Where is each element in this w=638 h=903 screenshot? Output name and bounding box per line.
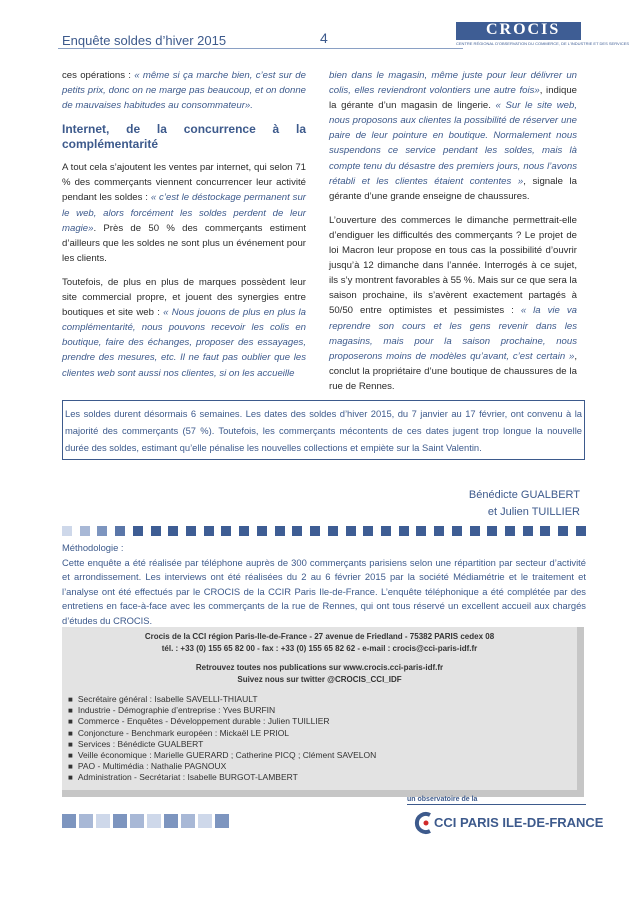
staff-item: ■ Secrétaire général : Isabelle SAVELLI-THIAULT (68, 694, 577, 705)
separator-dot (62, 526, 72, 536)
separator-dot (275, 526, 285, 536)
contact-publications: Retrouvez toutes nos publications sur www.crocis.cci-paris-idf.fr (195, 663, 444, 672)
separator-dot (346, 526, 356, 536)
footer-square (147, 814, 161, 828)
staff-item: ■ Conjoncture - Benchmark européen : Mickaël LE PRIOL (68, 728, 577, 739)
quote: « c’est le déstockage permanent sur le web, alors forcément les soldes perdent de leur magie» (62, 192, 306, 234)
left-paragraph-2 (62, 160, 306, 266)
staff-item: ■ Administration - Secrétariat : Isabelle BURGOT-LAMBERT (68, 772, 577, 783)
cci-logo-text: CCI PARIS ILE-DE-FRANCE (434, 815, 604, 830)
separator-dot (470, 526, 480, 536)
header-divider (58, 48, 463, 49)
staff-item: ■ Services : Bénédicte GUALBERT (68, 739, 577, 750)
decorative-squares (62, 814, 229, 828)
section-heading: Internet, de la concurrence à la complémentarité (62, 122, 306, 152)
separator-dot (310, 526, 320, 536)
separator-dot (487, 526, 497, 536)
separator-dot (328, 526, 338, 536)
crocis-logo-subtitle: CENTRE RÉGIONAL D'OBSERVATION DU COMMERCE, DE L'INDUSTRIE ET DES SERVICES (456, 41, 630, 46)
separator-dot (221, 526, 231, 536)
staff-item: ■ Industrie - Démographie d’entreprise : Yves BURFIN (68, 705, 577, 716)
quote: « Sur le site web, nous proposons aux clientes la possibilité de réserver une paire de leur pointure en boutique. Normalement nous suspendons ce service pendant les soldes, mais là compte tenu du désastre des premiers jours, nous l’avons rétabli et les clientes étaient contentes » (329, 100, 577, 187)
cci-logo (414, 811, 604, 837)
separator-dot (239, 526, 249, 536)
footer-square (113, 814, 127, 828)
methodology (62, 541, 586, 629)
left-paragraph-1 (62, 68, 306, 113)
text-run: L’ouverture des commerces le dimanche permettrait-elle d’endiguer les difficultés des commerçants ? Le projet de loi Macron leur propose en tous cas la possibilité d’ouvrir jusqu’à 12 dimanche dans l’année. Interrogés à ce sujet, ils s’y montrent favorables à 55 %. Mais sur ce que sera la saison prochaine, ils s’avèrent exactement partagés à 50/50 entre optimistes et pessimistes : (329, 214, 577, 317)
footer-square (79, 814, 93, 828)
separator-dot (133, 526, 143, 536)
separator-dot (186, 526, 196, 536)
separator-dot (292, 526, 302, 536)
text-run: A tout cela s’ajoutent les ventes par internet, qui selon 71 % des commerçants viennent concurrencer leur activité pendant les soldes : (62, 162, 306, 204)
separator-dot (363, 526, 373, 536)
staff-item: ■ Veille économique : Marielle GUERARD ; Catherine PICQ ; Clément SAVELON (68, 750, 577, 761)
right-column (329, 68, 577, 403)
contact-address: Crocis de la CCI région Paris-Ile-de-France - 27 avenue de Friedland - 75382 PARIS cedex 08 (144, 632, 495, 641)
footer-square (198, 814, 212, 828)
author-line-2: et Julien TUILLIER (487, 506, 580, 518)
separator-dot (558, 526, 568, 536)
crocis-logo-text: CROCIS (486, 21, 561, 38)
contact-box (62, 627, 584, 797)
methodology-title: Méthodologie : (62, 542, 124, 553)
contact-phones: tél. : +33 (0) 155 65 82 00 - fax : +33 (0) 155 65 82 62 - e-mail : crocis@cci-paris-idf.fr (161, 644, 478, 653)
staff-list (62, 694, 577, 784)
separator-dot (399, 526, 409, 536)
text-run: Toutefois, de plus en plus de marques possèdent leur site commercial propre, et jouent des synergies entre boutiques et site web : (62, 276, 306, 319)
separator-dot (151, 526, 161, 536)
staff-item: ■ PAO - Multimédia : Nathalie PAGNOUX (68, 761, 577, 772)
quote: bien dans le magasin, même juste pour leur délivrer un colis, elles reviendront volontiers une autre fois» (329, 70, 577, 97)
document-title: Enquête soldes d’hiver 2015 (62, 33, 227, 48)
author-line-1: Bénédicte GUALBERT (468, 489, 580, 501)
right-paragraph-1 (329, 68, 577, 204)
right-paragraph-2 (329, 213, 577, 394)
page-number: 4 (320, 30, 328, 46)
footer-divider (407, 804, 586, 805)
separator-dot (416, 526, 426, 536)
methodology-text: Cette enquête a été réalisée par téléphone auprès de 300 commerçants parisiens selon une répartition par secteur d’activité et arrondissement. Les interviews ont été réalisées du 2 au 6 février 2015 par la société Médiamétrie et le traitement et l’analyse ont été effectués par le CROCIS de la CCIR Paris Ile-de-France. L’enquête téléphonique a été complétée par des entretiens en face-à-face avec les commerçants de la rue de Rennes, qui ont tous réservé un excellent accueil aux chargés d’études du CROCIS. (62, 556, 586, 626)
crocis-logo (456, 21, 630, 50)
authors (469, 487, 580, 521)
quote: « Nous jouons de plus en plus la complémentarité, nous pouvons recevoir les colis en boutique, faire des échanges, proposer des essayages, prendre des mesures, etc. Il ne faut pas oublier que les clientes web sont aussi nos clientes, si on les accueille (62, 307, 306, 379)
footer-square (130, 814, 144, 828)
separator-dot (168, 526, 178, 536)
quote: « la vie va reprendre son cours et les gens revenir dans les magasins, mais pour la saison prochaine, nous proposerons moins de modèles qu’avant, c’est certain » (329, 305, 577, 362)
separator-dot (257, 526, 267, 536)
staff-item: ■ Commerce - Enquêtes - Développement durable : Julien TUILLIER (68, 716, 577, 727)
separator-dot (381, 526, 391, 536)
separator-dot (204, 526, 214, 536)
separator-dot (80, 526, 90, 536)
summary-box: Les soldes durent désormais 6 semaines. Les dates des soldes d’hiver 2015, du 7 janvier au 17 février, ont convenu à la majorité des commerçants (57 %). Toutefois, les commerçants mécontents de ces dates jugent trop longue la nouvelle durée des soldes, estimant qu’elle pénalise les nouvelles collections et empiète sur la Saint Valentin. (62, 400, 585, 460)
footer-square (164, 814, 178, 828)
footer-square (215, 814, 229, 828)
separator-dot (505, 526, 515, 536)
footer-square (181, 814, 195, 828)
text-run: . Près de 50 % des commerçants estiment d’ailleurs que les soldes ne sont plus un événement pour les clients. (62, 222, 306, 264)
contact-twitter: Suivez nous sur twitter @CROCIS_CCI_IDF (237, 675, 402, 684)
observatory-label: un observatoire de la (407, 796, 478, 803)
footer-square (62, 814, 76, 828)
separator-dot (115, 526, 125, 536)
left-column (62, 68, 306, 390)
separator-dot (452, 526, 462, 536)
separator-dot (576, 526, 586, 536)
dotted-separator (62, 526, 586, 536)
text-run: , signale la gérante d’une grande enseigne de chaussures. (329, 175, 577, 202)
separator-dot (97, 526, 107, 536)
separator-dot (540, 526, 550, 536)
text-run: ces opérations : (62, 70, 135, 81)
left-paragraph-3 (62, 275, 306, 381)
text-run: , indique la gérante d’un magasin de lingerie. (329, 85, 577, 112)
footer-square (96, 814, 110, 828)
separator-dot (434, 526, 444, 536)
cci-logo-icon (414, 812, 434, 834)
text-run: , conclut la propriétaire d’une boutique de chaussures de la rue de Rennes. (329, 350, 577, 392)
quote: « même si ça marche bien, c’est sur de petits prix, donc on ne marge pas beaucoup, et on donne de mauvaises habitudes au consommateur». (62, 70, 306, 112)
separator-dot (523, 526, 533, 536)
